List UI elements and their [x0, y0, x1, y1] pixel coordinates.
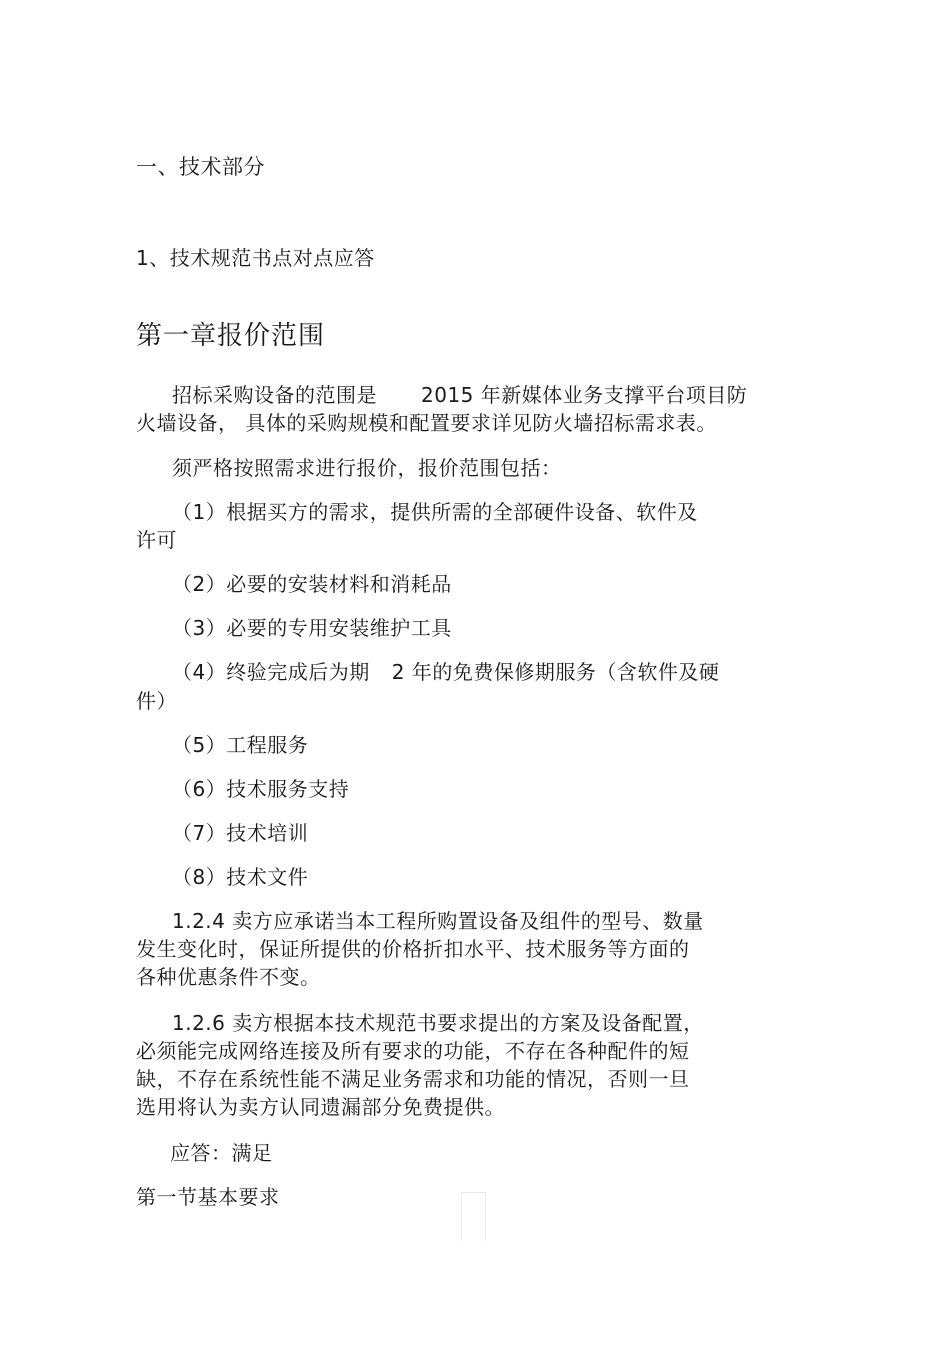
answer-text: 应答：满足: [170, 1141, 273, 1165]
item-5: （5）工程服务: [172, 733, 309, 757]
item-3: （3）必要的专用安装维护工具: [172, 616, 452, 640]
item-8: （8）技术文件: [172, 865, 309, 889]
chapter-title: 第一章报价范围: [136, 321, 326, 351]
item-1-line-1: （1）根据买方的需求，提供所需的全部硬件设备、软件及: [172, 500, 698, 524]
scope-text-suffix: 2015 年新媒体业务支撑平台项目防: [421, 383, 748, 407]
clause-126-line-2: 必须能完成网络连接及所有要求的功能，不存在各种配件的短: [136, 1039, 690, 1063]
item-4-suffix: 2 年的免费保修期服务（含软件及硬: [391, 660, 720, 684]
item-6: （6）技术服务支持: [172, 777, 350, 801]
item-7: （7）技术培训: [172, 821, 309, 845]
clause-126-line-3: 缺，不存在系统性能不满足业务需求和功能的情况，否则一旦: [136, 1067, 690, 1091]
item-4-prefix: （4）终验完成后为期: [172, 660, 370, 684]
faint-frame-artifact: [461, 1192, 486, 1241]
item-1-line-2: 许可: [136, 528, 177, 552]
clause-124-line-1: 1.2.4 卖方应承诺当本工程所购置设备及组件的型号、数量: [172, 909, 704, 933]
clause-126-line-4: 选用将认为卖方认同遗漏部分免费提供。: [136, 1095, 505, 1119]
clause-124-line-3: 各种优惠条件不变。: [136, 965, 321, 989]
subsection-title: 1、技术规范书点对点应答: [136, 246, 375, 270]
section-title: 一、技术部分: [136, 155, 265, 179]
scope-paragraph-line-1: [172, 383, 747, 407]
scope-text-prefix: 招标采购设备的范围是: [172, 383, 377, 407]
scope-paragraph-line-2: 火墙设备， 具体的采购规模和配置要求详见防火墙招标需求表。: [136, 411, 717, 435]
section-1-title: 第一节基本要求: [136, 1185, 280, 1209]
item-4-line-1: [172, 660, 719, 684]
clause-126-line-1: 1.2.6 卖方根据本技术规范书要求提出的方案及设备配置，: [172, 1011, 704, 1035]
item-4-line-2: 件）: [136, 689, 177, 713]
item-2: （2）必要的安装材料和消耗品: [172, 572, 452, 596]
clause-124-line-2: 发生变化时，保证所提供的价格折扣水平、技术服务等方面的: [136, 937, 690, 961]
quote-intro: 须严格按照需求进行报价，报价范围包括：: [172, 456, 562, 480]
